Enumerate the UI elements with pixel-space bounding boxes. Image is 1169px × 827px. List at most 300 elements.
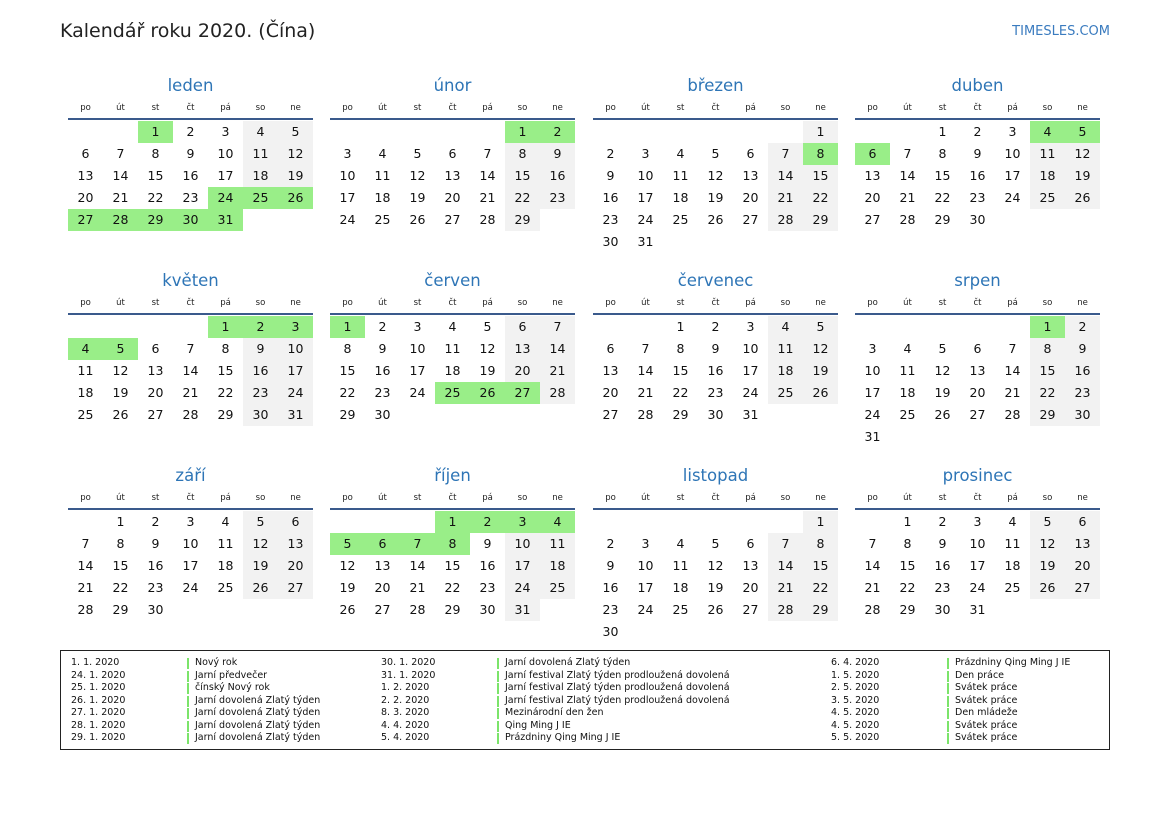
legend-date: 4. 5. 2020 xyxy=(831,707,880,718)
day-empty xyxy=(103,316,138,338)
day-cell: 19 xyxy=(1030,555,1065,577)
day-cell: 29 xyxy=(934,212,951,227)
day-cell: 19 xyxy=(707,190,724,205)
day-cell: 4 xyxy=(676,146,685,161)
day-cell: 20 xyxy=(77,190,94,205)
weekday-label: po xyxy=(605,103,616,113)
day-cell: 5 xyxy=(711,146,720,161)
day-cell: 30 xyxy=(147,602,164,617)
weekday-label: so xyxy=(255,103,266,113)
day-cell: 20 xyxy=(969,385,986,400)
legend-row xyxy=(71,732,320,745)
day-cell: 4 xyxy=(768,316,803,338)
day-cell: 2 xyxy=(1065,316,1100,338)
day-empty xyxy=(768,121,803,143)
weekday-label: čt xyxy=(711,298,720,308)
legend-column xyxy=(831,657,1070,745)
day-cell: 14 xyxy=(1004,363,1021,378)
legend-holiday-name: Jarní dovolená Zlatý týden xyxy=(195,732,321,743)
day-cell: 24 xyxy=(1004,190,1021,205)
day-cell: 10 xyxy=(969,536,986,551)
legend-holiday-name: čínský Nový rok xyxy=(195,682,270,693)
day-cell: 21 xyxy=(182,385,199,400)
day-cell: 12 xyxy=(409,168,426,183)
day-empty xyxy=(855,121,890,143)
day-cell: 8 xyxy=(435,533,470,555)
day-cell: 13 xyxy=(742,558,759,573)
month-name: srpen xyxy=(954,271,1001,290)
day-cell: 10 xyxy=(278,338,313,360)
header-rule xyxy=(593,313,838,315)
weekday-label: čt xyxy=(973,493,982,503)
weekday-header xyxy=(593,100,838,116)
legend-date: 4. 4. 2020 xyxy=(381,719,430,731)
day-cell: 6 xyxy=(606,341,615,356)
day-cell: 27 xyxy=(68,209,103,231)
weekday-label: st xyxy=(938,493,947,503)
day-cell: 13 xyxy=(77,168,94,183)
weekday-label: po xyxy=(80,103,91,113)
month-name: září xyxy=(175,466,206,485)
weekday-label: ne xyxy=(815,493,826,503)
legend-date: 5. 4. 2020 xyxy=(381,732,430,743)
day-grid xyxy=(330,121,575,231)
day-cell: 30 xyxy=(243,404,278,426)
day-cell: 6 xyxy=(505,316,540,338)
day-empty xyxy=(855,511,890,533)
day-cell: 26 xyxy=(934,407,951,422)
day-empty xyxy=(435,121,470,143)
day-empty xyxy=(400,511,435,533)
day-cell: 21 xyxy=(768,577,803,599)
legend-column xyxy=(71,657,320,745)
weekday-label: st xyxy=(676,298,685,308)
weekday-label: čt xyxy=(711,493,720,503)
day-cell: 6 xyxy=(81,146,90,161)
day-cell: 25 xyxy=(1004,580,1021,595)
month-name: listopad xyxy=(682,466,749,485)
weekday-label: čt xyxy=(448,493,457,503)
day-cell: 19 xyxy=(339,580,356,595)
day-cell: 8 xyxy=(676,341,685,356)
day-cell: 15 xyxy=(803,165,838,187)
day-cell: 11 xyxy=(672,168,689,183)
day-cell: 12 xyxy=(112,363,129,378)
month-name: červen xyxy=(424,271,481,290)
weekday-label: út xyxy=(641,493,650,503)
day-cell: 16 xyxy=(243,360,278,382)
day-cell: 15 xyxy=(339,363,356,378)
legend-date: 24. 1. 2020 xyxy=(71,669,126,681)
weekday-label: pá xyxy=(482,298,493,308)
weekday-label: čt xyxy=(186,298,195,308)
day-cell: 21 xyxy=(540,360,575,382)
legend-holiday-name: Svátek práce xyxy=(955,719,1018,731)
day-cell: 13 xyxy=(864,168,881,183)
weekday-label: st xyxy=(938,298,947,308)
day-cell: 9 xyxy=(938,536,947,551)
weekday-label: st xyxy=(938,103,947,113)
weekday-label: čt xyxy=(186,493,195,503)
month-1 xyxy=(330,72,575,231)
day-cell: 15 xyxy=(505,165,540,187)
day-cell: 20 xyxy=(742,580,759,595)
day-cell: 7 xyxy=(116,146,125,161)
month-name: duben xyxy=(951,76,1004,95)
day-cell: 22 xyxy=(112,580,129,595)
day-cell: 22 xyxy=(147,190,164,205)
day-cell: 4 xyxy=(676,536,685,551)
weekday-label: so xyxy=(780,298,791,308)
day-cell: 20 xyxy=(742,190,759,205)
legend-row xyxy=(831,720,1070,733)
day-cell: 6 xyxy=(1065,511,1100,533)
weekday-label: so xyxy=(517,493,528,503)
day-cell: 23 xyxy=(147,580,164,595)
day-cell: 17 xyxy=(182,558,199,573)
day-cell: 26 xyxy=(470,382,505,404)
day-cell: 15 xyxy=(1030,360,1065,382)
day-cell: 1 xyxy=(330,316,365,338)
day-cell: 12 xyxy=(1030,533,1065,555)
legend-row xyxy=(71,707,320,720)
legend-date: 31. 1. 2020 xyxy=(381,669,436,681)
day-cell: 4 xyxy=(903,341,912,356)
legend-holiday-name: Mezinárodní den žen xyxy=(505,707,604,718)
day-cell: 5 xyxy=(330,533,365,555)
day-cell: 18 xyxy=(1004,558,1021,573)
day-cell: 23 xyxy=(540,187,575,209)
day-cell: 18 xyxy=(672,580,689,595)
day-cell: 2 xyxy=(606,536,615,551)
month-4 xyxy=(68,267,313,426)
legend-holiday-name: Svátek práce xyxy=(955,732,1018,743)
weekday-label: po xyxy=(342,103,353,113)
legend-holiday-name: Prázdniny Qing Ming J IE xyxy=(505,732,621,743)
weekday-label: pá xyxy=(220,298,231,308)
site-link[interactable]: TIMESLES.COM xyxy=(1012,24,1110,39)
day-cell: 9 xyxy=(151,536,160,551)
header-rule xyxy=(330,118,575,120)
weekday-header xyxy=(68,295,313,311)
weekday-label: pá xyxy=(745,298,756,308)
day-cell: 8 xyxy=(343,341,352,356)
day-empty xyxy=(68,511,103,533)
day-cell: 3 xyxy=(973,514,982,529)
day-cell: 12 xyxy=(1065,143,1100,165)
day-cell: 22 xyxy=(444,580,461,595)
legend-row xyxy=(381,695,730,708)
day-cell: 7 xyxy=(903,146,912,161)
day-cell: 8 xyxy=(221,341,230,356)
weekday-label: ne xyxy=(815,298,826,308)
legend-date: 27. 1. 2020 xyxy=(71,707,126,718)
day-cell: 25 xyxy=(243,187,278,209)
weekday-label: pá xyxy=(1007,493,1018,503)
month-2 xyxy=(593,72,838,253)
day-cell: 2 xyxy=(938,514,947,529)
day-cell: 7 xyxy=(400,533,435,555)
day-cell: 28 xyxy=(77,602,94,617)
weekday-label: po xyxy=(342,298,353,308)
day-cell: 24 xyxy=(278,382,313,404)
day-cell: 22 xyxy=(934,190,951,205)
day-cell: 12 xyxy=(278,143,313,165)
legend-date: 28. 1. 2020 xyxy=(71,719,126,731)
day-cell: 30 xyxy=(173,209,208,231)
day-cell: 17 xyxy=(505,555,540,577)
day-cell: 10 xyxy=(217,146,234,161)
day-cell: 30 xyxy=(602,234,619,249)
day-cell: 5 xyxy=(1030,511,1065,533)
weekday-label: čt xyxy=(448,103,457,113)
day-cell: 10 xyxy=(742,341,759,356)
day-cell: 2 xyxy=(711,319,720,334)
day-cell: 26 xyxy=(1065,187,1100,209)
weekday-label: po xyxy=(80,493,91,503)
day-cell: 10 xyxy=(182,536,199,551)
legend-date: 29. 1. 2020 xyxy=(71,732,126,743)
day-cell: 29 xyxy=(339,407,356,422)
weekday-header xyxy=(330,295,575,311)
day-cell: 25 xyxy=(435,382,470,404)
day-cell: 27 xyxy=(742,212,759,227)
day-cell: 28 xyxy=(864,602,881,617)
month-name: říjen xyxy=(434,466,471,485)
weekday-label: čt xyxy=(973,103,982,113)
day-cell: 26 xyxy=(243,577,278,599)
day-empty xyxy=(593,121,628,143)
day-cell: 8 xyxy=(505,143,540,165)
day-cell: 13 xyxy=(147,363,164,378)
weekday-label: st xyxy=(676,493,685,503)
weekday-label: čt xyxy=(186,103,195,113)
day-cell: 6 xyxy=(365,533,400,555)
month-3 xyxy=(855,72,1100,231)
day-cell: 28 xyxy=(768,209,803,231)
legend-holiday-name: Nový rok xyxy=(195,657,238,668)
day-cell: 11 xyxy=(672,558,689,573)
day-cell: 15 xyxy=(147,168,164,183)
day-cell: 15 xyxy=(112,558,129,573)
day-empty xyxy=(663,121,698,143)
header-rule xyxy=(330,508,575,510)
weekday-label: ne xyxy=(290,493,301,503)
weekday-label: so xyxy=(1042,103,1053,113)
weekday-label: st xyxy=(413,103,422,113)
weekday-label: so xyxy=(255,493,266,503)
weekday-label: čt xyxy=(711,103,720,113)
day-cell: 24 xyxy=(339,212,356,227)
day-cell: 31 xyxy=(969,602,986,617)
legend-holiday-name: Jarní dovolená Zlatý týden xyxy=(505,657,631,668)
legend-date: 25. 1. 2020 xyxy=(71,682,126,693)
day-cell: 29 xyxy=(505,209,540,231)
weekday-label: pá xyxy=(482,103,493,113)
day-cell: 1 xyxy=(208,316,243,338)
weekday-label: po xyxy=(605,298,616,308)
weekday-header xyxy=(855,295,1100,311)
day-cell: 30 xyxy=(479,602,496,617)
day-cell: 19 xyxy=(409,190,426,205)
day-cell: 25 xyxy=(672,602,689,617)
day-cell: 18 xyxy=(1030,165,1065,187)
day-cell: 28 xyxy=(768,599,803,621)
day-cell: 9 xyxy=(378,341,387,356)
day-cell: 29 xyxy=(444,602,461,617)
day-cell: 13 xyxy=(444,168,461,183)
day-cell: 3 xyxy=(413,319,422,334)
day-cell: 3 xyxy=(746,319,755,334)
day-cell: 10 xyxy=(1004,146,1021,161)
day-cell: 16 xyxy=(969,168,986,183)
weekday-label: út xyxy=(378,298,387,308)
day-cell: 26 xyxy=(1030,577,1065,599)
day-cell: 9 xyxy=(186,146,195,161)
month-name: únor xyxy=(433,76,472,95)
day-cell: 15 xyxy=(444,558,461,573)
day-cell: 22 xyxy=(1030,382,1065,404)
day-cell: 27 xyxy=(864,212,881,227)
day-cell: 6 xyxy=(746,536,755,551)
weekday-label: po xyxy=(867,103,878,113)
day-cell: 27 xyxy=(1065,577,1100,599)
day-cell: 21 xyxy=(768,187,803,209)
day-cell: 9 xyxy=(243,338,278,360)
month-name: květen xyxy=(162,271,219,290)
day-cell: 7 xyxy=(483,146,492,161)
day-empty xyxy=(855,316,890,338)
day-grid xyxy=(68,511,313,621)
day-cell: 27 xyxy=(444,212,461,227)
day-grid xyxy=(593,316,838,426)
day-cell: 20 xyxy=(374,580,391,595)
day-cell: 2 xyxy=(243,316,278,338)
day-cell: 28 xyxy=(409,602,426,617)
day-cell: 23 xyxy=(374,385,391,400)
day-cell: 23 xyxy=(969,190,986,205)
day-cell: 13 xyxy=(602,363,619,378)
weekday-label: ne xyxy=(1077,493,1088,503)
day-cell: 22 xyxy=(803,577,838,599)
day-cell: 10 xyxy=(505,533,540,555)
legend-holiday-name: Jarní dovolená Zlatý týden xyxy=(195,719,321,731)
weekday-label: ne xyxy=(1077,103,1088,113)
day-cell: 11 xyxy=(1004,536,1021,551)
month-0 xyxy=(68,72,313,231)
day-cell: 7 xyxy=(186,341,195,356)
day-empty xyxy=(628,121,663,143)
legend-row xyxy=(381,682,730,695)
weekday-label: st xyxy=(676,103,685,113)
day-cell: 11 xyxy=(374,168,391,183)
day-cell: 21 xyxy=(899,190,916,205)
weekday-label: ne xyxy=(552,298,563,308)
weekday-label: po xyxy=(605,493,616,503)
day-cell: 26 xyxy=(707,212,724,227)
day-cell: 5 xyxy=(413,146,422,161)
day-cell: 19 xyxy=(243,555,278,577)
day-cell: 11 xyxy=(77,363,94,378)
weekday-label: út xyxy=(116,493,125,503)
day-cell: 8 xyxy=(116,536,125,551)
legend-holiday-name: Qing Ming J IE xyxy=(505,719,571,731)
day-empty xyxy=(68,316,103,338)
day-cell: 17 xyxy=(969,558,986,573)
legend-row xyxy=(381,707,730,720)
day-cell: 20 xyxy=(505,360,540,382)
day-cell: 3 xyxy=(641,536,650,551)
day-cell: 29 xyxy=(217,407,234,422)
day-cell: 4 xyxy=(68,338,103,360)
weekday-label: st xyxy=(413,298,422,308)
day-cell: 25 xyxy=(899,407,916,422)
day-empty xyxy=(330,511,365,533)
weekday-label: út xyxy=(378,493,387,503)
legend-holiday-name: Jarní předvečer xyxy=(195,669,268,681)
weekday-label: út xyxy=(641,298,650,308)
month-6 xyxy=(593,267,838,426)
day-cell: 9 xyxy=(973,146,982,161)
day-cell: 10 xyxy=(637,558,654,573)
day-cell: 23 xyxy=(934,580,951,595)
day-cell: 12 xyxy=(934,363,951,378)
day-cell: 2 xyxy=(606,146,615,161)
day-cell: 21 xyxy=(409,580,426,595)
day-grid xyxy=(593,511,838,643)
day-cell: 31 xyxy=(208,209,243,231)
day-empty xyxy=(960,316,995,338)
day-cell: 5 xyxy=(103,338,138,360)
weekday-label: út xyxy=(641,103,650,113)
day-empty xyxy=(138,316,173,338)
day-cell: 16 xyxy=(707,363,724,378)
legend-row xyxy=(381,720,730,733)
day-cell: 30 xyxy=(374,407,391,422)
day-cell: 20 xyxy=(278,555,313,577)
day-cell: 6 xyxy=(746,146,755,161)
day-cell: 12 xyxy=(479,341,496,356)
legend-holiday-name: Svátek práce xyxy=(955,694,1018,706)
weekday-label: po xyxy=(867,298,878,308)
day-cell: 27 xyxy=(147,407,164,422)
weekday-header xyxy=(855,100,1100,116)
legend-row xyxy=(831,670,1070,683)
legend-date: 30. 1. 2020 xyxy=(381,657,436,668)
weekday-label: so xyxy=(517,103,528,113)
day-cell: 26 xyxy=(339,602,356,617)
day-cell: 1 xyxy=(116,514,125,529)
day-cell: 27 xyxy=(374,602,391,617)
day-cell: 5 xyxy=(803,316,838,338)
day-cell: 16 xyxy=(934,558,951,573)
day-cell: 21 xyxy=(112,190,129,205)
day-empty xyxy=(698,121,733,143)
weekday-label: po xyxy=(342,493,353,503)
day-cell: 21 xyxy=(637,385,654,400)
header-rule xyxy=(68,118,313,120)
day-cell: 28 xyxy=(182,407,199,422)
day-cell: 31 xyxy=(278,404,313,426)
weekday-label: pá xyxy=(482,493,493,503)
day-grid xyxy=(593,121,838,253)
day-cell: 7 xyxy=(868,536,877,551)
legend-holiday-name: Jarní dovolená Zlatý týden xyxy=(195,694,321,706)
day-cell: 17 xyxy=(278,360,313,382)
day-cell: 25 xyxy=(374,212,391,227)
legend-holiday-name: Den mládeže xyxy=(955,707,1018,718)
day-cell: 14 xyxy=(768,165,803,187)
